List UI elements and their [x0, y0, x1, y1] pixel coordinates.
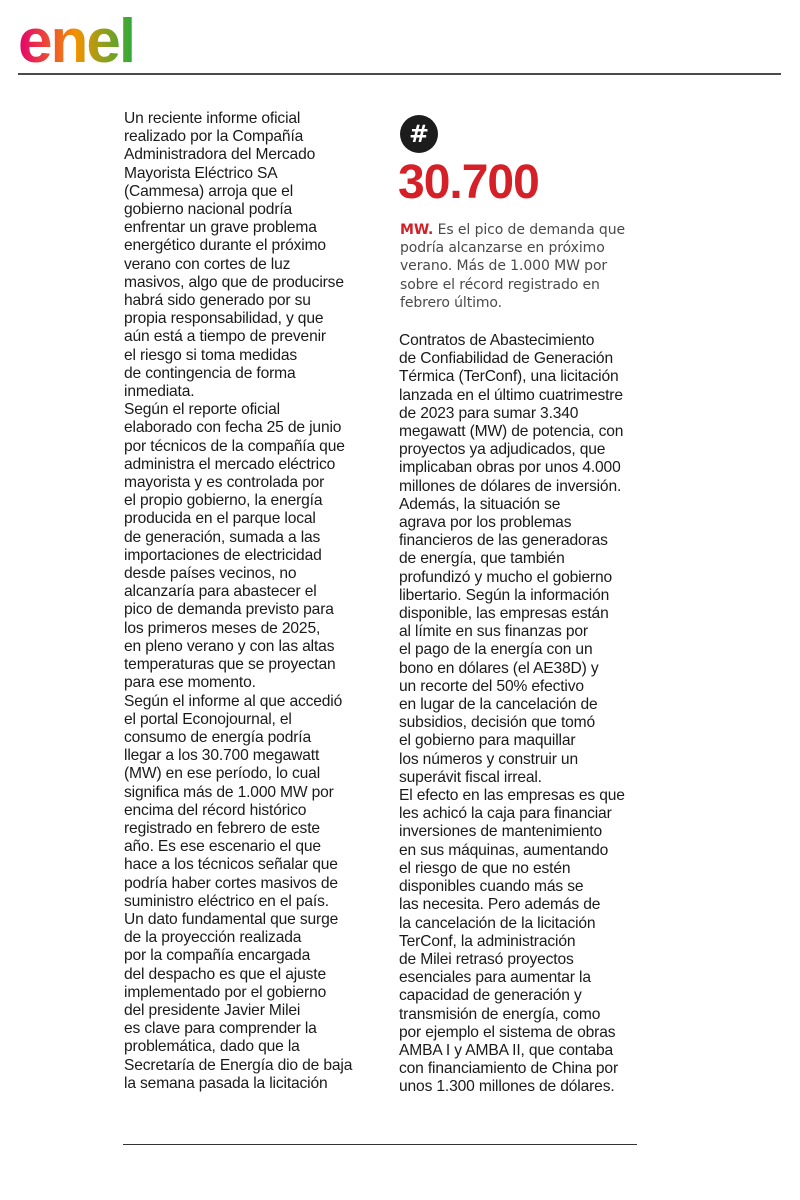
header-divider [18, 73, 781, 75]
callout-number: 30.700 [398, 156, 539, 209]
hashtag-icon: # [400, 115, 438, 153]
enel-logo [18, 6, 188, 72]
callout-body: Es el pico de demanda que podría alcanzarse en próximo verano. Más de 1.000 MW por sobre el récord registrado en febrero último. [400, 222, 625, 311]
paragraph-projection: Un dato fundamental que surge de la proyección realizada por la compañía encargada del despacho es que el ajuste implementado por el gobierno del presidente Javier Milei es clave para comprender la problemática, dado que la Secretaría de Energía dio de baja la semana pasada la licitación [124, 910, 353, 1092]
callout-text [400, 221, 662, 312]
footer-divider [123, 1144, 637, 1145]
paragraph-finances: Además, la situación se agrava por los problemas financieros de las generadoras de energía, que también profundizó y mucho el gobierno libertario. Según la información disponible, las empresas están al límite en sus finanzas por el pago de la energía con un bono en dólares (el AE38D) y un recorte del 50% efectivo en lugar de la cancelación de subsidios, decisión que tomó el gobierno para maquillar los números y construir un superávit fiscal irreal. [399, 495, 613, 786]
article-right-column [399, 332, 667, 1097]
article-left-column [124, 110, 394, 1093]
paragraph-consumption: Según el informe al que accedió el portal Econojournal, el consumo de energía podría llegar a los 30.700 megawatt (MW) en ese período, lo cual significa más de 1.000 MW por encima del récord histórico registrado en febrero de este año. Es ese escenario el que hace a los técnicos señalar que podría haber cortes masivos de suministro eléctrico en el país. [124, 692, 343, 910]
paragraph-intro: Un reciente informe oficial realizado por la Compañía Administradora del Mercado Mayorista Eléctrico SA (Cammesa) arroja que el gobierno nacional podría enfrentar un grave problema energético durante el próximo verano con cortes de luz masivos, algo que de producirse habrá sido generado por su propia responsabilidad, y que aún está a tiempo de prevenir el riesgo si toma medidas de contingencia de forma inmediata. [124, 110, 344, 401]
paragraph-effects: El efecto en las empresas es que les achicó la caja para financiar inversiones de mantenimiento en sus máquinas, aumentando el riesgo de que no estén disponibles cuando más se las necesita. Pero además de la cancelación de la licitación TerConf, la administración de Milei retrasó proyectos esenciales para aumentar la capacidad de generación y transmisión de energía, como por ejemplo el sistema de obras AMBA I y AMBA II, que contaba con financiamiento de China por unos 1.300 millones de dólares. [399, 787, 625, 1096]
paragraph-report: Según el reporte oficial elaborado con fecha 25 de junio por técnicos de la compañía que administra el mercado eléctrico mayorista y es controlada por el propio gobierno, la energía producida en el parque local de generación, sumada a las importaciones de electricidad desde países vecinos, no alcanzaría para abastecer el pico de demanda previsto para los primeros meses de 2025, en pleno verano y con las altas temperaturas que se proyectan para ese momento. [124, 401, 345, 692]
enel-logo-text: enel [18, 7, 135, 72]
paragraph-terconf: Contratos de Abastecimiento de Confiabilidad de Generación Térmica (TerConf), una licitación lanzada en el último cuatrimestre de 2023 para sumar 3.340 megawatt (MW) de potencia, con proyectos ya adjudicados, que implicaban obras por unos 4.000 millones de dólares de inversión. [399, 332, 624, 495]
callout-lead: MW. [400, 222, 434, 238]
